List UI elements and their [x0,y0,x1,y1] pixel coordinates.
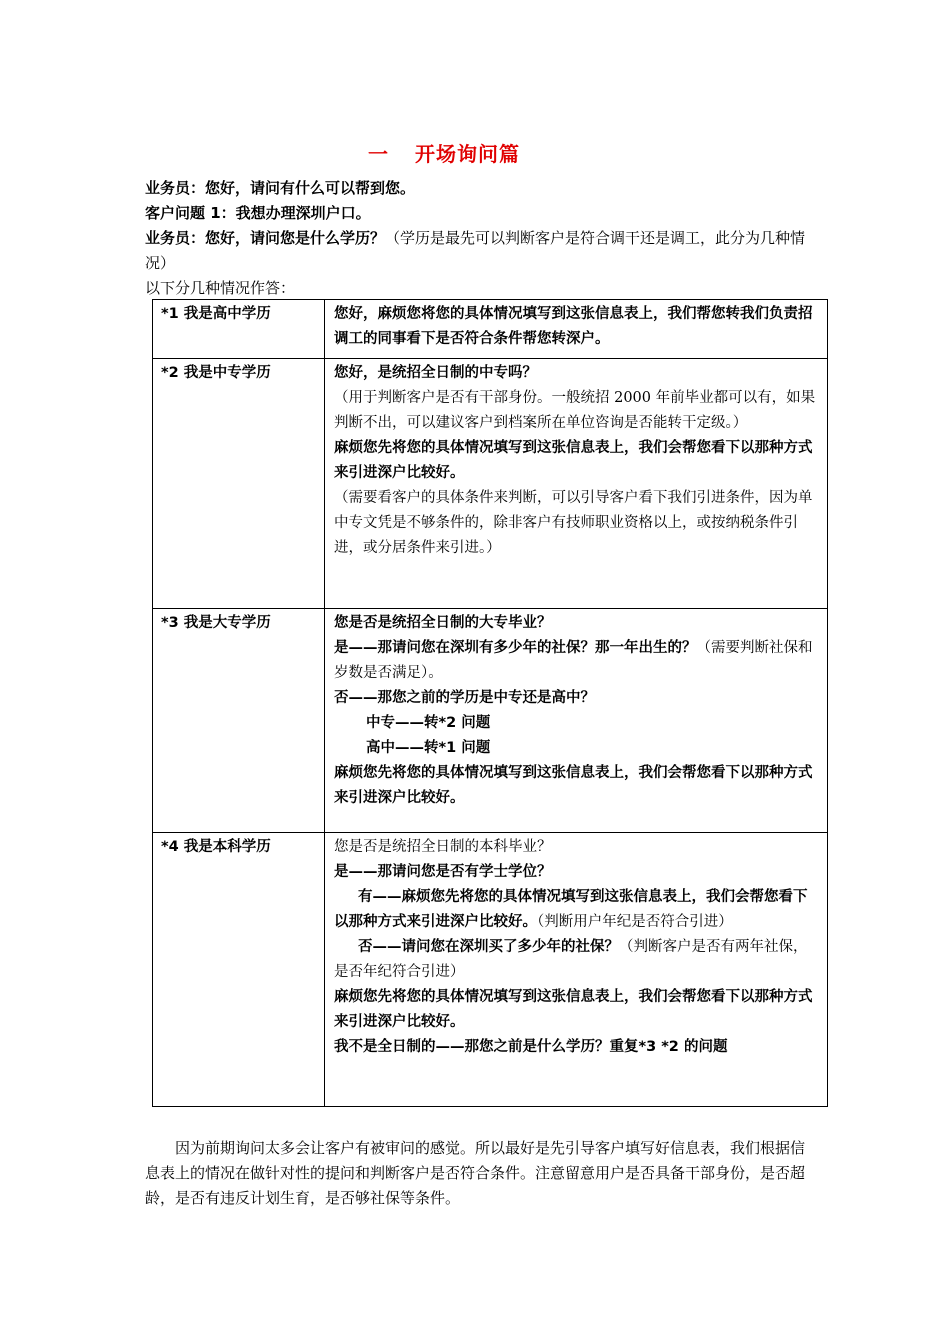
table-row [153,833,828,1107]
intro-line-education-question [145,226,815,276]
answer-line: 麻烦您先将您的具体情况填写到这张信息表上，我们会帮您看下以那种方式来引进深户比较好。 [334,989,813,1030]
table-row [153,359,828,609]
answer-line: 您是否是统招全日制的大专毕业？ [334,615,552,631]
question-cell: *1 我是高中学历 [153,300,325,359]
answer-line [334,885,819,935]
answer-note: （用于判断客户是否有干部身份。一般统招 2000 年前毕业都可以有，如果判断不出，可以建议客户到档案所在单位咨询是否能转干定级。） [334,390,816,431]
intro-line-cases: 以下分几种情况作答： [145,279,296,297]
section-number: 一 [368,142,389,166]
answer-line: 您是否是统招全日制的本科毕业？ [334,839,552,855]
answer-bold: 有——麻烦您先将您的具体情况填写到这张信息表上，我们会帮您看下以那种方式来引进深户比较好。 [334,889,808,930]
answer-line: 您好，麻烦您将您的具体情况填写到这张信息表上，我们帮您转我们负责招调工的同事看下是否符合条件帮您转深户。 [334,306,813,347]
education-question-bold: 业务员：您好，请问您是什么学历？ [145,229,386,247]
answer-cell [325,359,828,609]
answer-cell [325,300,828,359]
education-question-note: （学历是最先可以判断客户是符合调干还是调工，此分为几种情况） [145,229,806,272]
answer-bold: 否——请问您在深圳买了多少年的社保？ [358,939,619,955]
answer-note: （需要看客户的具体条件来判断，可以引导客户看下我们引进条件，因为单中专文凭是不够条件的，除非客户有技师职业资格以上，或按纳税条件引进，或分居条件来引进。） [334,490,813,556]
answer-line: 麻烦您先将您的具体情况填写到这张信息表上，我们会帮您看下以那种方式来引进深户比较好。 [334,440,813,481]
table-row [153,609,828,833]
answer-line: 否——那您之前的学历是中专还是高中？ [334,690,595,706]
answer-line: 是——那请问您是否有学士学位？ [334,864,552,880]
question-cell: *2 我是中专学历 [153,359,325,609]
intro-line-customer-question: 客户问题 1：我想办理深圳户口。 [145,204,371,222]
answer-bold: 是——那请问您在深圳有多少年的社保？那一年出生的？ [334,640,697,656]
section-title [0,138,888,167]
qa-table [152,299,828,1107]
answer-note: （判断客户是否有两年社保，是否年纪符合引进） [334,939,808,980]
answer-line [334,935,819,985]
question-cell: *4 我是本科学历 [153,833,325,1107]
answer-cell [325,833,828,1107]
answer-line: 您好，是统招全日制的中专吗？ [334,365,537,381]
closing-paragraph: 因为前期询问太多会让客户有被审问的感觉。所以最好是先引导客户填写好信息表，我们根据信息表上的情况在做针对性的提问和判断客户是否符合条件。注意留意用户是否具备干部身份，是否超龄，是否有违反计划生育，是否够社保等条件。 [145,1139,806,1207]
answer-line [334,636,819,686]
answer-note: （判断用户年纪是否符合引进） [537,914,733,930]
answer-line: 我不是全日制的——那您之前是什么学历？重复*3 *2 的问题 [334,1039,728,1055]
answer-line: 中专——转*2 问题 [366,715,491,731]
table-row [153,300,828,359]
answer-line: 麻烦您先将您的具体情况填写到这张信息表上，我们会帮您看下以那种方式来引进深户比较好。 [334,765,813,806]
section-title-text: 开场询问篇 [415,142,520,166]
answer-line: 高中——转*1 问题 [366,740,491,756]
intro-block [145,176,815,301]
answer-cell [325,609,828,833]
intro-line-greeting: 业务员：您好，请问有什么可以帮到您。 [145,179,416,197]
question-cell: *3 我是大专学历 [153,609,325,833]
answer-note: （需要判断社保和岁数是否满足）。 [334,640,813,681]
